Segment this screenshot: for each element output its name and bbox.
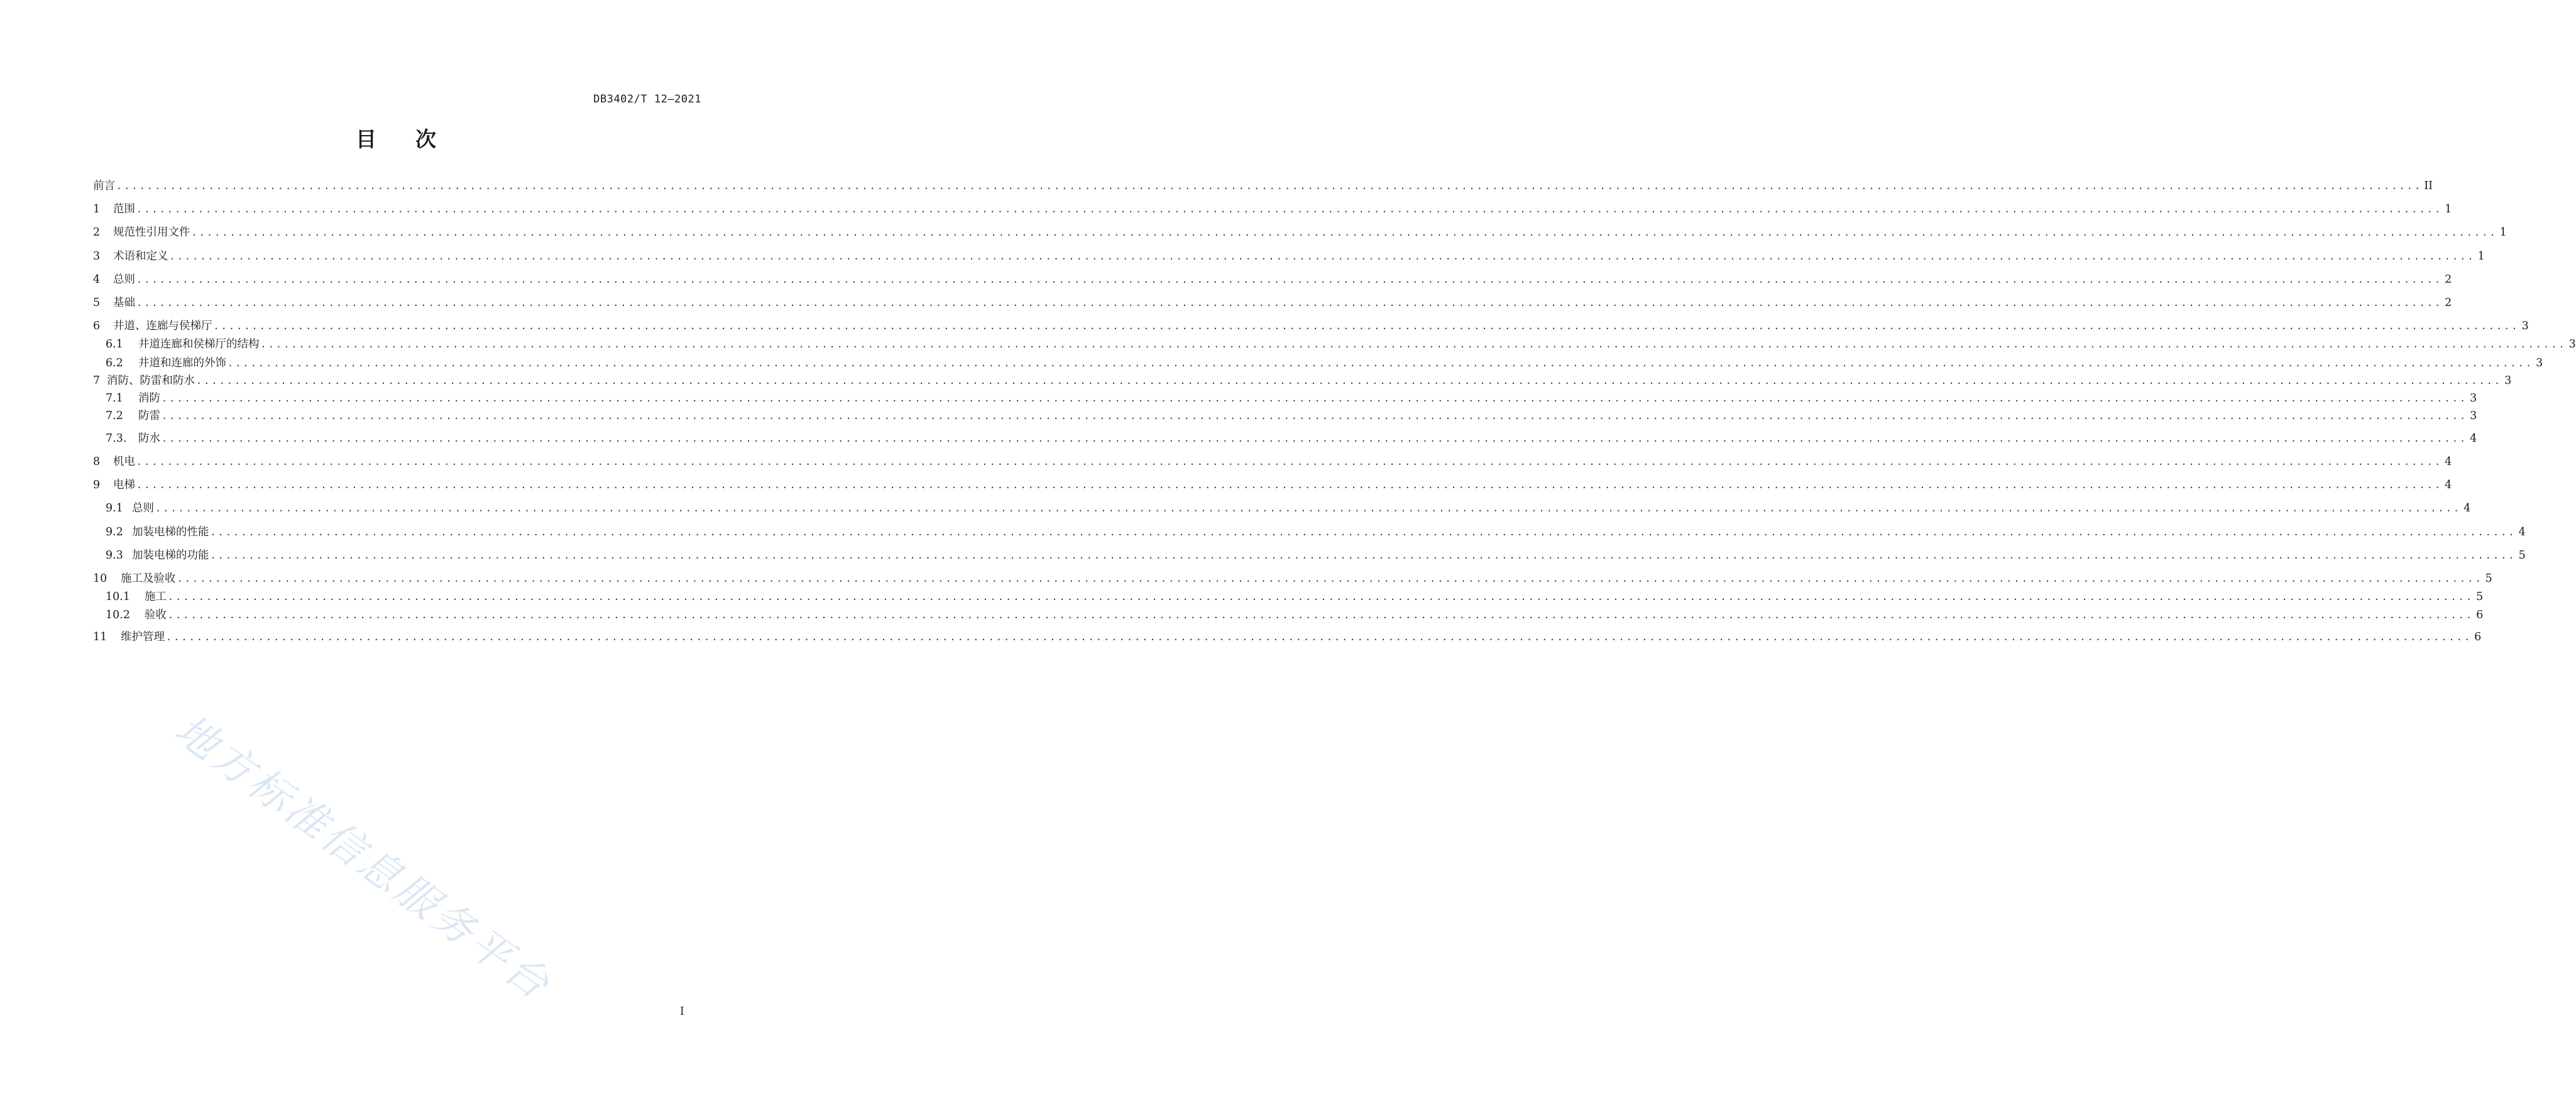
toc-section-title: 消防、防雷和防水 bbox=[107, 374, 195, 387]
toc-row[interactable] bbox=[93, 272, 2452, 287]
toc-row[interactable] bbox=[93, 589, 2484, 604]
toc-row[interactable] bbox=[93, 202, 2452, 217]
toc-row[interactable] bbox=[93, 571, 2492, 586]
toc-section-title: 井道和连廊的外饰 bbox=[138, 357, 226, 369]
toc-page-number: 1 bbox=[2445, 203, 2452, 215]
toc-dot-leader: ............................................................................................................................................................................................................................................................................................................ bbox=[210, 526, 2516, 538]
toc-section-title: 规范性引用文件 bbox=[113, 226, 190, 239]
toc-dot-leader: ............................................................................................................................................................................................................................................................................................................ bbox=[136, 297, 2443, 308]
toc-row[interactable] bbox=[93, 178, 2433, 194]
watermark: 地方标准信息服务平台 bbox=[165, 705, 561, 1010]
toc-dot-leader: ............................................................................................................................................................................................................................................................................................................ bbox=[169, 251, 2475, 262]
toc-row[interactable] bbox=[93, 525, 2526, 540]
title-char-2: 次 bbox=[415, 127, 436, 151]
toc-dot-leader: ............................................................................................................................................................................................................................................................................................................ bbox=[116, 180, 2423, 192]
toc-dot-leader: ............................................................................................................................................................................................................................................................................................................ bbox=[162, 433, 2468, 444]
toc-page-number: 6 bbox=[2476, 609, 2484, 621]
toc-section-number: 10.1 bbox=[106, 591, 130, 603]
toc-dot-leader: ............................................................................................................................................................................................................................................................................................................ bbox=[166, 631, 2472, 643]
toc-row[interactable] bbox=[93, 608, 2484, 623]
toc-dot-leader: ............................................................................................................................................................................................................................................................................................................ bbox=[177, 573, 2483, 584]
toc-dot-leader: ............................................................................................................................................................................................................................................................................................................ bbox=[136, 204, 2443, 215]
toc-section-number: 10.2 bbox=[106, 609, 130, 621]
toc-dot-leader: ............................................................................................................................................................................................................................................................................................................ bbox=[260, 339, 2567, 350]
toc-section-title: 防水 bbox=[138, 432, 160, 445]
toc-section-title: 机电 bbox=[113, 456, 135, 468]
toc-page-number: 1 bbox=[2477, 250, 2485, 263]
toc-dot-leader: ............................................................................................................................................................................................................................................................................................................ bbox=[213, 320, 2519, 332]
toc-dot-leader: ............................................................................................................................................................................................................................................................................................................ bbox=[136, 456, 2443, 467]
toc-page-number: 5 bbox=[2476, 591, 2484, 603]
toc-section-title: 防雷 bbox=[138, 410, 160, 422]
toc-section-title: 验收 bbox=[145, 609, 167, 621]
toc-page-number: 6 bbox=[2474, 631, 2482, 643]
toc-section-number: 2 bbox=[93, 226, 101, 239]
toc-page-number: 2 bbox=[2445, 297, 2452, 309]
toc-dot-leader: ............................................................................................................................................................................................................................................................................................................ bbox=[191, 227, 2497, 238]
toc-section-number: 9.3 bbox=[106, 549, 123, 562]
toc-row[interactable] bbox=[93, 391, 2477, 406]
toc-section-number: 5 bbox=[93, 297, 101, 309]
toc-row[interactable] bbox=[93, 319, 2529, 334]
toc-row[interactable] bbox=[93, 356, 2543, 371]
toc-dot-leader: ............................................................................................................................................................................................................................................................................................................ bbox=[168, 609, 2474, 621]
toc-row[interactable] bbox=[93, 501, 2471, 516]
toc-section-title: 术语和定义 bbox=[113, 250, 168, 263]
toc-section-number: 3 bbox=[93, 250, 101, 263]
toc-section-number: 9.1 bbox=[106, 502, 123, 515]
toc-page-number: 3 bbox=[2504, 374, 2512, 387]
toc-dot-leader: ............................................................................................................................................................................................................................................................................................................ bbox=[162, 410, 2468, 422]
toc-section-title: 施工及验收 bbox=[121, 572, 176, 585]
toc-page-number: 3 bbox=[2536, 357, 2543, 369]
page-number: I bbox=[680, 1005, 684, 1018]
toc-section-number: 7.3. bbox=[106, 432, 127, 445]
toc-page-number: 4 bbox=[2518, 526, 2526, 538]
toc-section-title: 范围 bbox=[113, 203, 135, 215]
table-of-contents bbox=[93, 0, 2576, 754]
toc-row[interactable] bbox=[93, 373, 2512, 388]
toc-section-number: 11 bbox=[93, 631, 107, 643]
toc-row[interactable] bbox=[93, 431, 2477, 446]
toc-section-number: 10 bbox=[93, 572, 107, 585]
toc-section-title: 加装电梯的性能 bbox=[132, 526, 209, 538]
toc-page-number: II bbox=[2424, 180, 2433, 192]
toc-dot-leader: ............................................................................................................................................................................................................................................................................................................ bbox=[136, 479, 2443, 491]
toc-section-title: 基础 bbox=[113, 297, 135, 309]
toc-section-number: 6 bbox=[93, 320, 101, 332]
toc-dot-leader: ............................................................................................................................................................................................................................................................................................................ bbox=[227, 357, 2534, 369]
toc-section-title: 维护管理 bbox=[121, 631, 165, 643]
toc-row[interactable] bbox=[93, 477, 2452, 493]
toc-section-title: 电梯 bbox=[113, 479, 135, 491]
toc-page-number: 5 bbox=[2518, 549, 2526, 562]
toc-page-number: 2 bbox=[2445, 273, 2452, 286]
toc-section-number: 9.2 bbox=[106, 526, 123, 538]
toc-page-number: 5 bbox=[2485, 572, 2492, 585]
toc-section-number: 7 bbox=[93, 374, 101, 387]
toc-dot-leader: ............................................................................................................................................................................................................................................................................................................ bbox=[162, 393, 2468, 404]
toc-section-number: 7.2 bbox=[106, 410, 123, 422]
toc-row[interactable] bbox=[93, 630, 2482, 645]
toc-section-title: 前言 bbox=[93, 180, 115, 192]
document-code: DB3402/T 12—2021 bbox=[593, 93, 701, 106]
toc-section-title: 施工 bbox=[145, 591, 167, 603]
toc-page-number: 1 bbox=[2499, 226, 2507, 239]
toc-section-number: 6.2 bbox=[106, 357, 123, 369]
toc-row[interactable] bbox=[93, 225, 2507, 240]
toc-row[interactable] bbox=[93, 249, 2485, 264]
toc-dot-leader: ............................................................................................................................................................................................................................................................................................................ bbox=[196, 375, 2502, 386]
title-char-1: 目 bbox=[356, 127, 376, 151]
toc-page-number: 4 bbox=[2445, 479, 2452, 491]
toc-section-title: 井道连廊和侯梯厅的结构 bbox=[138, 338, 260, 351]
toc-section-number: 8 bbox=[93, 456, 101, 468]
toc-dot-leader: ............................................................................................................................................................................................................................................................................................................ bbox=[210, 550, 2516, 561]
toc-section-title: 井道、连廊与侯梯厅 bbox=[113, 320, 212, 332]
toc-page-number: 4 bbox=[2470, 432, 2477, 445]
toc-section-number: 7.1 bbox=[106, 392, 123, 405]
toc-row[interactable] bbox=[93, 454, 2452, 469]
toc-row[interactable] bbox=[93, 337, 2576, 352]
toc-section-title: 总则 bbox=[113, 273, 135, 286]
toc-page-number: 4 bbox=[2445, 456, 2452, 468]
toc-dot-leader: ............................................................................................................................................................................................................................................................................................................ bbox=[168, 591, 2474, 603]
toc-section-number: 1 bbox=[93, 203, 101, 215]
toc-page-number: 3 bbox=[2521, 320, 2529, 332]
toc-row[interactable] bbox=[93, 408, 2477, 423]
toc-page-number: 4 bbox=[2464, 502, 2471, 515]
toc-page-number: 3 bbox=[2470, 392, 2477, 405]
toc-page-number: 3 bbox=[2568, 338, 2576, 351]
toc-section-number: 9 bbox=[93, 479, 101, 491]
toc-section-title: 消防 bbox=[138, 392, 160, 405]
toc-section-title: 加装电梯的功能 bbox=[132, 549, 209, 562]
toc-row[interactable] bbox=[93, 295, 2452, 310]
toc-section-number: 4 bbox=[93, 273, 101, 286]
toc-page-number: 3 bbox=[2470, 410, 2477, 422]
toc-section-number: 6.1 bbox=[106, 338, 123, 351]
toc-dot-leader: ............................................................................................................................................................................................................................................................................................................ bbox=[155, 503, 2462, 514]
toc-dot-leader: ............................................................................................................................................................................................................................................................................................................ bbox=[136, 274, 2443, 285]
toc-row[interactable] bbox=[93, 548, 2526, 563]
toc-section-title: 总则 bbox=[132, 502, 154, 515]
